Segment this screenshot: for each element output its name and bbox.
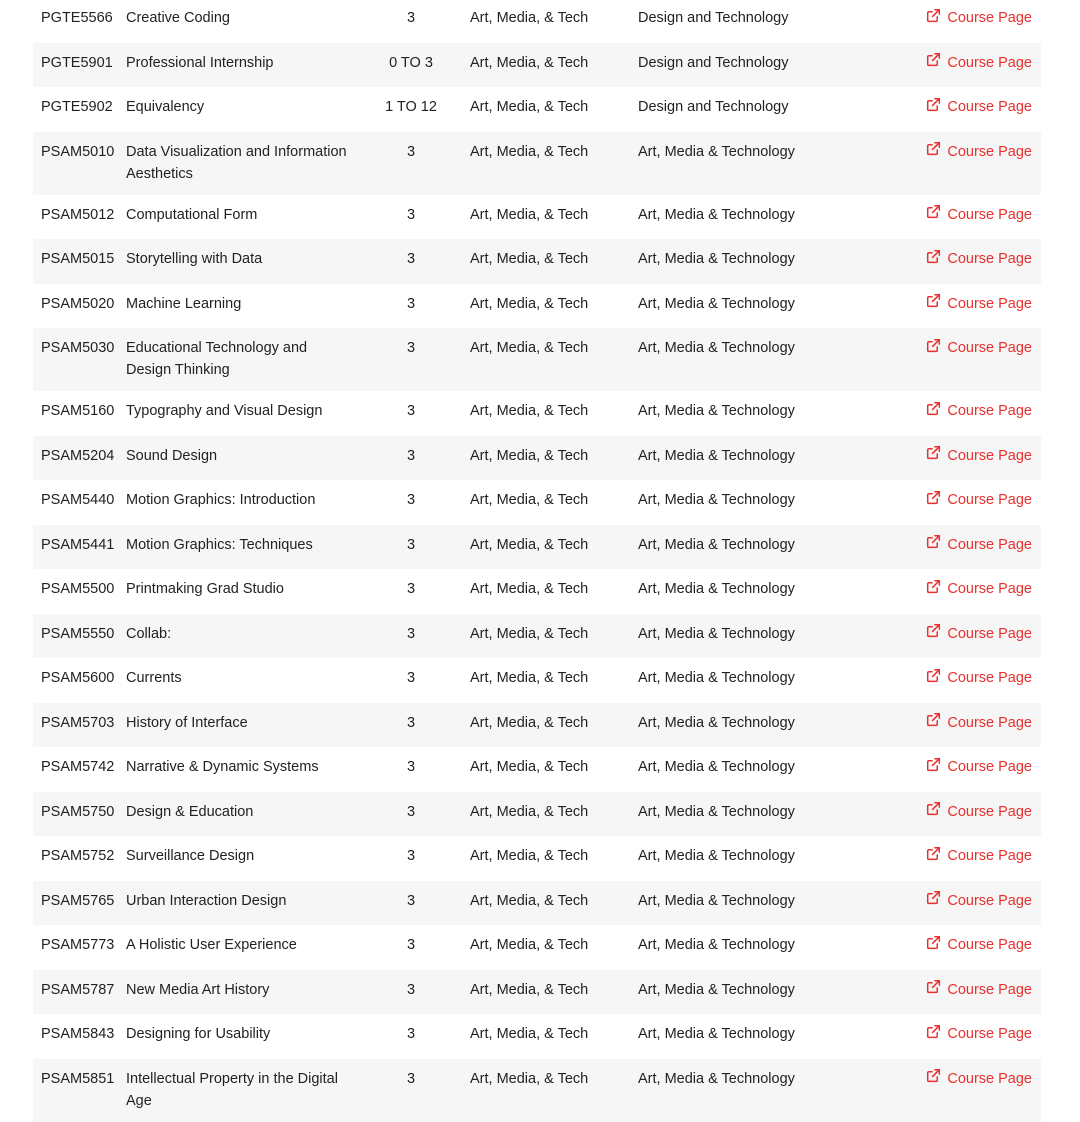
course-school: Art, Media, & Tech (462, 525, 630, 570)
course-link-cell (910, 525, 1041, 570)
course-credits: 3 (368, 836, 462, 881)
course-credits: 3 (368, 480, 462, 525)
course-school: Art, Media, & Tech (462, 881, 630, 926)
course-link-cell (910, 43, 1041, 88)
course-link-cell (910, 881, 1041, 926)
table-row (33, 1014, 1041, 1059)
course-page-link[interactable] (926, 7, 1032, 29)
course-code: PSAM5851 (33, 1059, 118, 1122)
course-code: PSAM5500 (33, 569, 118, 614)
course-school: Art, Media, & Tech (462, 1059, 630, 1122)
course-program: Art, Media & Technology (630, 970, 910, 1015)
external-link-icon (926, 445, 941, 460)
course-program: Art, Media & Technology (630, 703, 910, 748)
course-page-link[interactable] (926, 489, 1032, 511)
table-row (33, 0, 1041, 43)
course-program: Art, Media & Technology (630, 1014, 910, 1059)
course-program: Art, Media & Technology (630, 836, 910, 881)
course-program: Art, Media & Technology (630, 881, 910, 926)
course-title: Equivalency (118, 87, 368, 132)
course-credits: 3 (368, 569, 462, 614)
course-link-cell (910, 480, 1041, 525)
course-link-cell (910, 284, 1041, 329)
course-page-link[interactable] (926, 756, 1032, 778)
course-program: Art, Media & Technology (630, 328, 910, 391)
course-page-link[interactable] (926, 96, 1032, 118)
course-code: PSAM5160 (33, 391, 118, 436)
course-page-link[interactable] (926, 845, 1032, 867)
external-link-icon (926, 249, 941, 264)
course-page-link-label: Course Page (947, 447, 1032, 464)
course-school: Art, Media, & Tech (462, 836, 630, 881)
external-link-icon (926, 935, 941, 950)
course-page-link-label: Course Page (947, 759, 1032, 775)
course-school: Art, Media, & Tech (462, 792, 630, 837)
table-row (33, 525, 1041, 570)
external-link-icon (926, 141, 941, 156)
course-credits: 3 (368, 614, 462, 659)
course-code: PGTE5902 (33, 87, 118, 132)
course-page-link[interactable] (926, 445, 1032, 467)
course-program: Art, Media & Technology (630, 925, 910, 970)
course-link-cell (910, 328, 1041, 391)
course-title: Surveillance Design (118, 836, 368, 881)
course-school: Art, Media, & Tech (462, 569, 630, 614)
course-page-link[interactable] (926, 1023, 1032, 1045)
course-page-link-label: Course Page (947, 1070, 1032, 1087)
course-code: PSAM5773 (33, 925, 118, 970)
course-title: A Holistic User Experience (118, 925, 368, 970)
course-code: PSAM5015 (33, 239, 118, 284)
course-school: Art, Media, & Tech (462, 925, 630, 970)
course-credits: 3 (368, 436, 462, 481)
course-page-link[interactable] (926, 979, 1032, 1001)
course-credits: 3 (368, 0, 462, 43)
table-row (33, 43, 1041, 88)
external-link-icon (926, 204, 941, 219)
course-link-cell (910, 614, 1041, 659)
course-link-cell (910, 658, 1041, 703)
course-credits: 0 TO 3 (368, 43, 462, 88)
course-code: PSAM5600 (33, 658, 118, 703)
course-page-link-label: Course Page (947, 99, 1032, 115)
course-title: Typography and Visual Design (118, 391, 368, 436)
course-school: Art, Media, & Tech (462, 195, 630, 240)
course-page-link-label: Course Page (947, 340, 1032, 356)
external-link-icon (926, 52, 941, 67)
course-credits: 3 (368, 1059, 462, 1122)
course-code: PSAM5020 (33, 284, 118, 329)
course-page-link[interactable] (926, 141, 1032, 163)
course-code: PSAM5787 (33, 970, 118, 1015)
course-code: PSAM5750 (33, 792, 118, 837)
course-title: History of Interface (118, 703, 368, 748)
course-link-cell (910, 1014, 1041, 1059)
course-school: Art, Media, & Tech (462, 703, 630, 748)
course-program: Art, Media & Technology (630, 239, 910, 284)
table-row (33, 391, 1041, 436)
course-school: Art, Media, & Tech (462, 614, 630, 659)
course-school: Art, Media, & Tech (462, 239, 630, 284)
course-page-link[interactable] (926, 623, 1032, 645)
table-row (33, 480, 1041, 525)
external-link-icon (926, 979, 941, 994)
course-school: Art, Media, & Tech (462, 87, 630, 132)
course-title: Currents (118, 658, 368, 703)
course-page-link-label: Course Page (947, 625, 1032, 642)
course-link-cell (910, 1059, 1041, 1122)
course-credits: 3 (368, 925, 462, 970)
course-school: Art, Media, & Tech (462, 658, 630, 703)
course-page-link[interactable] (926, 52, 1032, 74)
course-page-link[interactable] (926, 534, 1032, 556)
course-program: Design and Technology (630, 87, 910, 132)
course-program: Art, Media & Technology (630, 284, 910, 329)
course-page-link-label: Course Page (947, 981, 1032, 998)
external-link-icon (926, 97, 941, 112)
external-link-icon (926, 757, 941, 772)
course-credits: 3 (368, 284, 462, 329)
course-page-link-label: Course Page (947, 536, 1032, 553)
course-program: Art, Media & Technology (630, 195, 910, 240)
course-title: Intellectual Property in the Digital Age (118, 1059, 368, 1122)
external-link-icon (926, 490, 941, 505)
course-link-cell (910, 747, 1041, 792)
course-credits: 3 (368, 328, 462, 391)
course-page-link-label: Course Page (947, 10, 1032, 26)
table-row (33, 1059, 1041, 1122)
course-title: Machine Learning (118, 284, 368, 329)
course-link-cell (910, 925, 1041, 970)
external-link-icon (926, 1024, 941, 1039)
course-code: PSAM5441 (33, 525, 118, 570)
course-link-cell (910, 703, 1041, 748)
course-page-link-label: Course Page (947, 403, 1032, 419)
course-program: Art, Media & Technology (630, 569, 910, 614)
course-code: PSAM5204 (33, 436, 118, 481)
course-credits: 3 (368, 703, 462, 748)
course-link-cell (910, 391, 1041, 436)
course-title: Motion Graphics: Techniques (118, 525, 368, 570)
course-title: Computational Form (118, 195, 368, 240)
course-page-link[interactable] (926, 400, 1032, 422)
course-title: Narrative & Dynamic Systems (118, 747, 368, 792)
course-credits: 3 (368, 970, 462, 1015)
course-code: PSAM5440 (33, 480, 118, 525)
course-page-link[interactable] (926, 1068, 1032, 1090)
course-page-link-label: Course Page (947, 670, 1032, 686)
course-title: Printmaking Grad Studio (118, 569, 368, 614)
course-table-body (33, 0, 1041, 1122)
course-school: Art, Media, & Tech (462, 43, 630, 88)
course-page-link-label: Course Page (947, 714, 1032, 731)
course-school: Art, Media, & Tech (462, 1014, 630, 1059)
course-page-link[interactable] (926, 578, 1032, 600)
course-link-cell (910, 0, 1041, 43)
course-page-link-label: Course Page (947, 206, 1032, 223)
table-row (33, 836, 1041, 881)
course-page-link-label: Course Page (947, 143, 1032, 160)
course-school: Art, Media, & Tech (462, 480, 630, 525)
table-row (33, 747, 1041, 792)
course-page-link[interactable] (926, 293, 1032, 315)
course-page-link-label: Course Page (947, 581, 1032, 597)
course-code: PSAM5765 (33, 881, 118, 926)
course-title: Sound Design (118, 436, 368, 481)
course-page-link[interactable] (926, 667, 1032, 689)
course-code: PSAM5843 (33, 1014, 118, 1059)
course-title: Data Visualization and Information Aesthetics (118, 132, 368, 195)
course-link-cell (910, 87, 1041, 132)
table-row (33, 925, 1041, 970)
course-page-link-label: Course Page (947, 803, 1032, 820)
course-program: Design and Technology (630, 43, 910, 88)
course-credits: 3 (368, 239, 462, 284)
course-school: Art, Media, & Tech (462, 284, 630, 329)
course-page-link[interactable] (926, 801, 1032, 823)
course-program: Art, Media & Technology (630, 1059, 910, 1122)
table-row (33, 87, 1041, 132)
external-link-icon (926, 801, 941, 816)
course-code: PSAM5752 (33, 836, 118, 881)
table-row (33, 436, 1041, 481)
table-row (33, 569, 1041, 614)
table-row (33, 239, 1041, 284)
course-page-link[interactable] (926, 204, 1032, 226)
course-page-link[interactable] (926, 248, 1032, 270)
course-school: Art, Media, & Tech (462, 747, 630, 792)
course-program: Art, Media & Technology (630, 614, 910, 659)
course-code: PSAM5030 (33, 328, 118, 391)
table-row (33, 614, 1041, 659)
table-row (33, 792, 1041, 837)
course-title: Collab: (118, 614, 368, 659)
course-link-cell (910, 836, 1041, 881)
external-link-icon (926, 668, 941, 683)
course-page-link[interactable] (926, 712, 1032, 734)
course-page-link-label: Course Page (947, 848, 1032, 864)
course-credits: 3 (368, 525, 462, 570)
table-row (33, 658, 1041, 703)
course-title: Urban Interaction Design (118, 881, 368, 926)
course-link-cell (910, 569, 1041, 614)
course-title: New Media Art History (118, 970, 368, 1015)
course-page-link-label: Course Page (947, 892, 1032, 909)
table-row (33, 284, 1041, 329)
course-program: Art, Media & Technology (630, 658, 910, 703)
course-page-link-label: Course Page (947, 251, 1032, 267)
external-link-icon (926, 623, 941, 638)
external-link-icon (926, 534, 941, 549)
course-credits: 3 (368, 1014, 462, 1059)
course-credits: 3 (368, 658, 462, 703)
course-page-link[interactable] (926, 890, 1032, 912)
course-code: PSAM5703 (33, 703, 118, 748)
course-page-link-label: Course Page (947, 295, 1032, 312)
course-page-link[interactable] (926, 337, 1032, 359)
course-link-cell (910, 195, 1041, 240)
external-link-icon (926, 846, 941, 861)
course-title: Designing for Usability (118, 1014, 368, 1059)
course-link-cell (910, 239, 1041, 284)
course-link-cell (910, 436, 1041, 481)
external-link-icon (926, 293, 941, 308)
external-link-icon (926, 579, 941, 594)
course-program: Art, Media & Technology (630, 132, 910, 195)
external-link-icon (926, 338, 941, 353)
course-school: Art, Media, & Tech (462, 436, 630, 481)
course-school: Art, Media, & Tech (462, 970, 630, 1015)
course-page-link-label: Course Page (947, 54, 1032, 71)
course-link-cell (910, 970, 1041, 1015)
course-code: PSAM5010 (33, 132, 118, 195)
course-program: Art, Media & Technology (630, 436, 910, 481)
course-program: Art, Media & Technology (630, 391, 910, 436)
course-program: Art, Media & Technology (630, 792, 910, 837)
course-page-link-label: Course Page (947, 1026, 1032, 1042)
course-page-link-label: Course Page (947, 492, 1032, 508)
course-code: PGTE5566 (33, 0, 118, 43)
table-row (33, 703, 1041, 748)
course-link-cell (910, 792, 1041, 837)
course-table (33, 0, 1041, 1122)
course-title: Creative Coding (118, 0, 368, 43)
table-row (33, 881, 1041, 926)
course-program: Art, Media & Technology (630, 480, 910, 525)
course-credits: 3 (368, 195, 462, 240)
course-code: PSAM5550 (33, 614, 118, 659)
course-table-container (33, 0, 1041, 1122)
course-title: Motion Graphics: Introduction (118, 480, 368, 525)
table-row (33, 328, 1041, 391)
course-school: Art, Media, & Tech (462, 132, 630, 195)
course-program: Design and Technology (630, 0, 910, 43)
table-row (33, 970, 1041, 1015)
course-school: Art, Media, & Tech (462, 0, 630, 43)
course-link-cell (910, 132, 1041, 195)
table-row (33, 195, 1041, 240)
course-credits: 3 (368, 881, 462, 926)
table-row (33, 132, 1041, 195)
external-link-icon (926, 8, 941, 23)
course-school: Art, Media, & Tech (462, 391, 630, 436)
course-credits: 3 (368, 747, 462, 792)
course-program: Art, Media & Technology (630, 747, 910, 792)
external-link-icon (926, 1068, 941, 1083)
course-credits: 3 (368, 391, 462, 436)
course-credits: 3 (368, 792, 462, 837)
course-page-link[interactable] (926, 934, 1032, 956)
course-title: Professional Internship (118, 43, 368, 88)
course-credits: 3 (368, 132, 462, 195)
external-link-icon (926, 401, 941, 416)
course-program: Art, Media & Technology (630, 525, 910, 570)
course-page-link-label: Course Page (947, 937, 1032, 953)
course-title: Storytelling with Data (118, 239, 368, 284)
course-code: PSAM5742 (33, 747, 118, 792)
course-title: Educational Technology and Design Thinking (118, 328, 368, 391)
external-link-icon (926, 712, 941, 727)
course-school: Art, Media, & Tech (462, 328, 630, 391)
external-link-icon (926, 890, 941, 905)
course-credits: 1 TO 12 (368, 87, 462, 132)
course-code: PSAM5012 (33, 195, 118, 240)
course-code: PGTE5901 (33, 43, 118, 88)
course-title: Design & Education (118, 792, 368, 837)
